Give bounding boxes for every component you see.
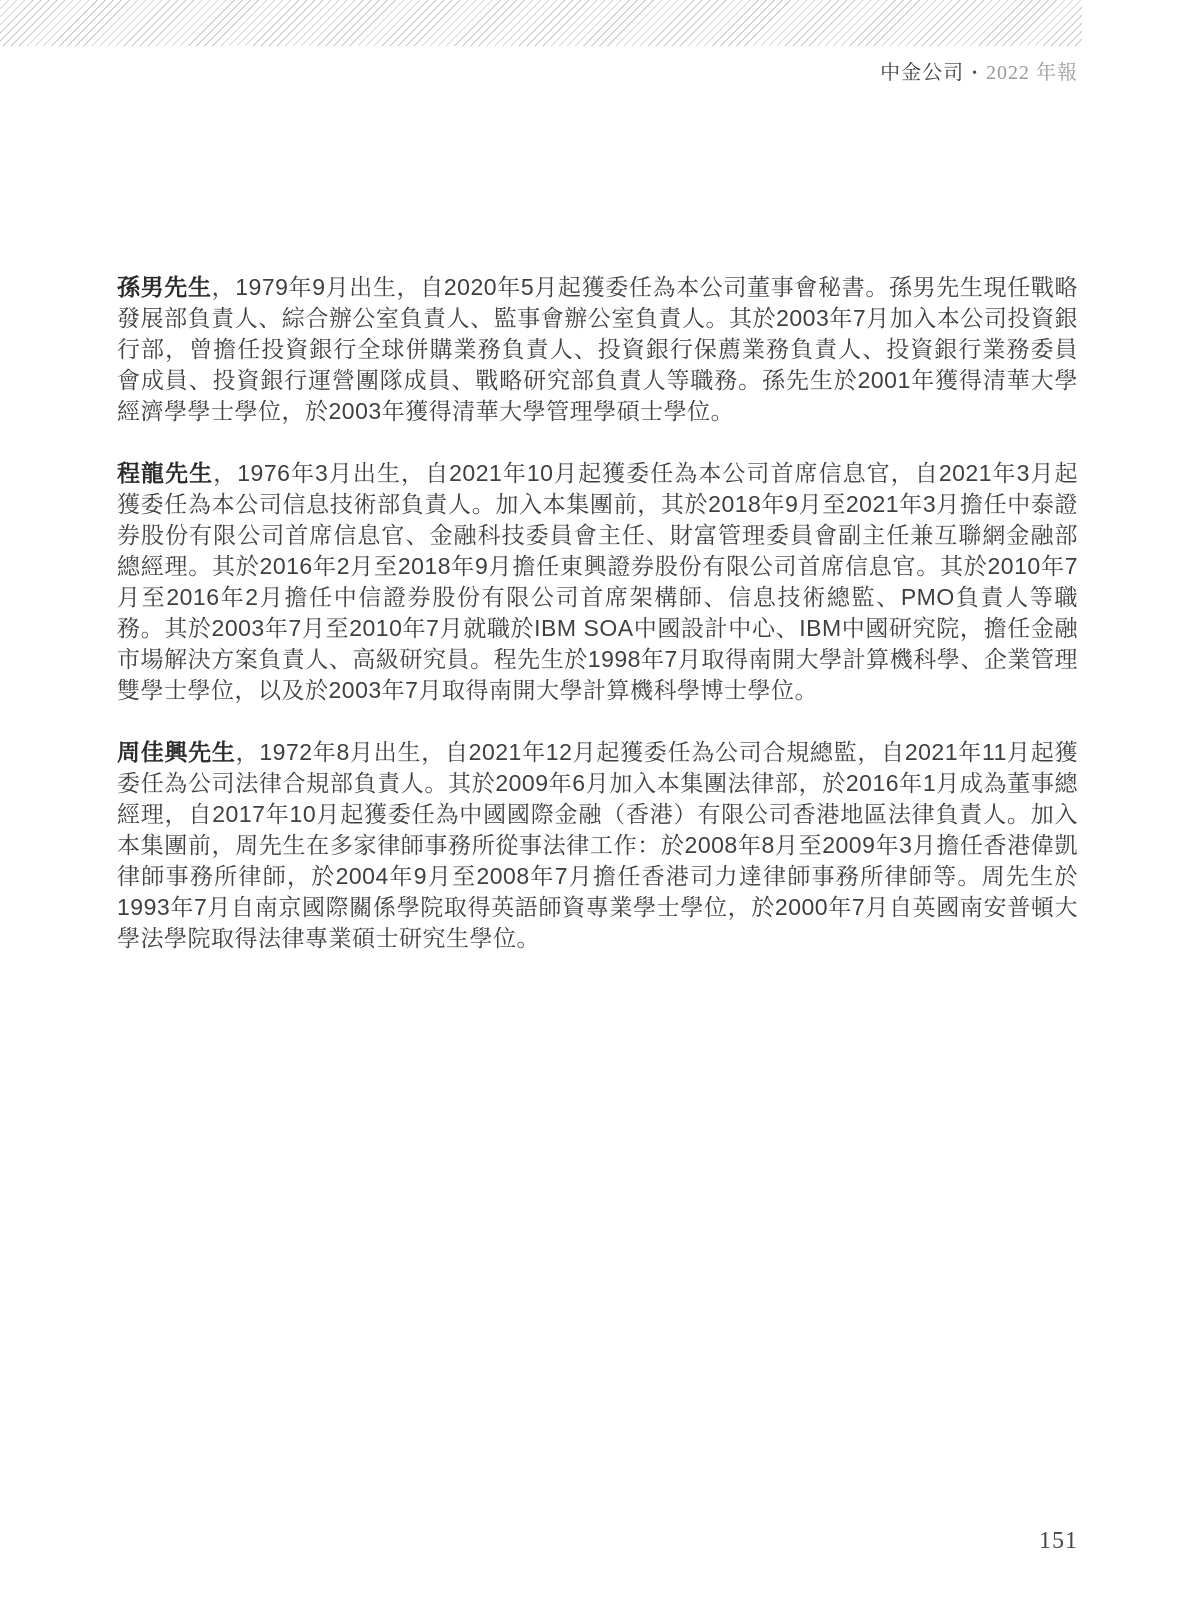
- bio-text-zhou-jiaxing: ，1972年8月出生，自2021年12月起獲委任為公司合規總監，自2021年11月起獲委任為公司法律合規部負責人。其於2009年6月加入本集團法律部，於2016年1月成為董事總經理，自2017年10月起獲委任為中國國際金融（香港）有限公司香港地區法律負責人。加入本集團前，周先生在多家律師事務所從事法律工作：於2008年8月至2009年3月擔任香港偉凱律師事務所律師，於2004年9月至2008年7月擔任香港司力達律師事務所律師等。周先生於1993年7月自南京國際關係學院取得英語師資專業學士學位，於2000年7月自英國南安普頓大學法學院取得法律專業碩士研究生學位。: [117, 739, 1079, 951]
- bio-paragraph-zhou-jiaxing: [117, 737, 1078, 954]
- bio-name-cheng-long: 程龍先生: [117, 460, 214, 486]
- bio-paragraph-sun-nan: [117, 272, 1078, 427]
- hatch-pattern-banner: [0, 0, 1082, 46]
- bio-text-cheng-long: ，1976年3月出生，自2021年10月起獲委任為本公司首席信息官，自2021年3月起獲委任為本公司信息技術部負責人。加入本集團前，其於2018年9月至2021年3月擔任中泰證券股份有限公司首席信息官、金融科技委員會主任、財富管理委員會副主任兼互聯網金融部總經理。其於2016年2月至2018年9月擔任東興證券股份有限公司首席信息官。其於2010年7月至2016年2月擔任中信證券股份有限公司首席架構師、信息技術總監、PMO負責人等職務。其於2003年7月至2010年7月就職於IBM SOA中國設計中心、IBM中國研究院，擔任金融市場解決方案負責人、高級研究員。程先生於1998年7月取得南開大學計算機科學、企業管理雙學士學位，以及於2003年7月取得南開大學計算機科學博士學位。: [117, 460, 1078, 703]
- page-number: 151: [1039, 1528, 1078, 1554]
- bio-name-zhou-jiaxing: 周佳興先生: [117, 739, 236, 765]
- header-company-name: 中金公司: [880, 62, 965, 84]
- bio-text-sun-nan: ，1979年9月出生，自2020年5月起獲委任為本公司董事會秘書。孫男先生現任戰略發展部負責人、綜合辦公室負責人、監事會辦公室負責人。其於2003年7月加入本公司投資銀行部，曾擔任投資銀行全球併購業務負責人、投資銀行保薦業務負責人、投資銀行業務委員會成員、投資銀行運營團隊成員、戰略研究部負責人等職務。孫先生於2001年獲得清華大學經濟學學士學位，於2003年獲得清華大學管理學碩士學位。: [117, 274, 1078, 424]
- header-bullet-separator: •: [972, 66, 978, 81]
- page-header: [880, 60, 1078, 87]
- biographies-section: [117, 272, 1078, 954]
- bio-name-sun-nan: 孫男先生: [117, 274, 212, 300]
- header-report-edition: 2022 年報: [986, 62, 1078, 84]
- bio-paragraph-cheng-long: [117, 458, 1078, 706]
